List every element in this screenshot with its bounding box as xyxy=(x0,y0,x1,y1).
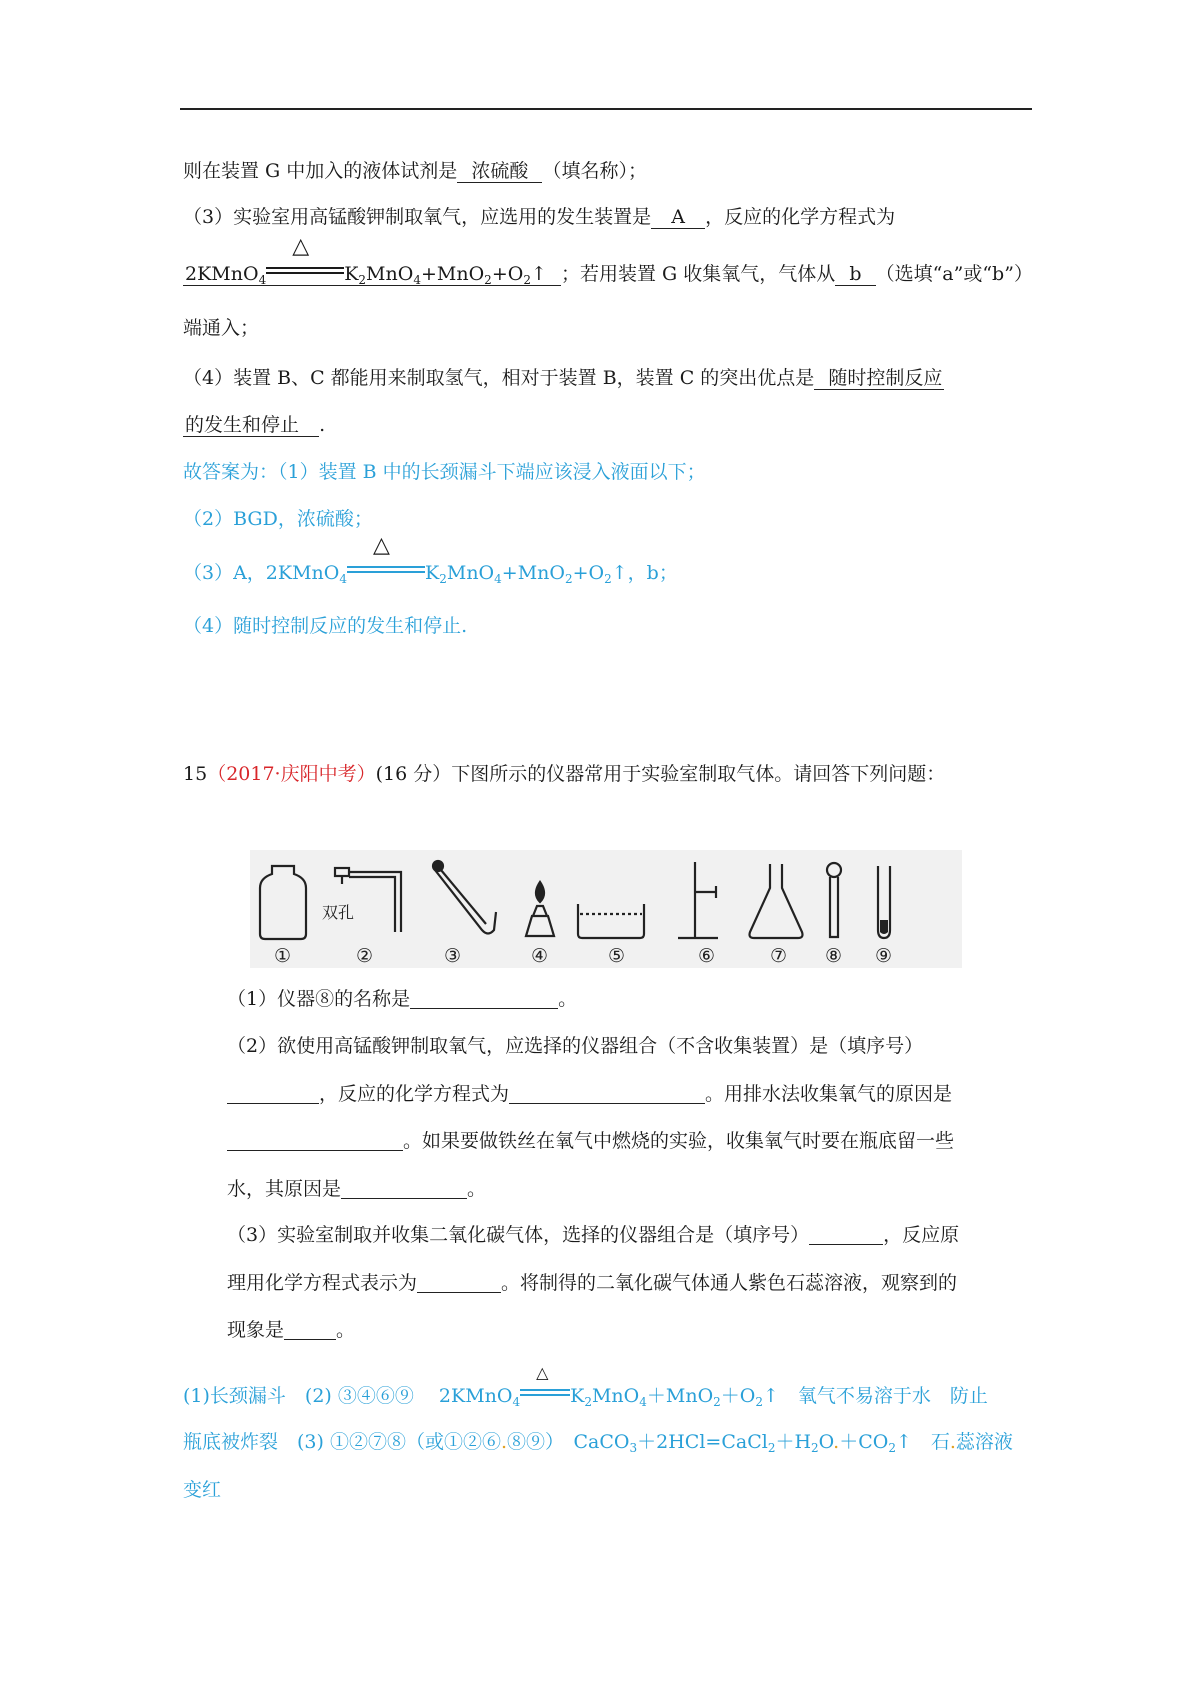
iron-stand-icon xyxy=(678,862,718,938)
answer15-line-2: 瓶底被炸裂 (3) ①②⑦⑧（或①②⑥.⑧⑨） $CaCO_3+2HCl=CaCl_2+H_2O.+CO_2↑$ 石.蕊溶液 xyxy=(183,1431,1013,1455)
apparatus-drawing xyxy=(250,850,962,968)
answer-blank: 浓硫酸 xyxy=(457,160,542,183)
conical-flask-icon xyxy=(750,864,803,938)
figure-number: ⑨ xyxy=(875,945,893,967)
q15-part1: （1）仪器⑧的名称是 。 xyxy=(227,988,578,1010)
answer14-line-3: （3）A，2KMnO$_4$ △ $K_2MnO_4+MnO_2+O_2↑$，b； xyxy=(183,533,678,586)
q15-part2-line4: 水，其原因是 。 xyxy=(227,1178,487,1200)
question-source: （2017·庆阳中考） xyxy=(207,763,376,785)
q15-part3-line1: （3）实验室制取并收集二氧化碳气体，选择的仪器组合是（填序号） ，反应原 xyxy=(227,1224,960,1246)
figure-number: ⑥ xyxy=(698,945,716,967)
answer15-line-3: 变红 xyxy=(183,1479,222,1501)
fill-blank[interactable] xyxy=(284,1319,336,1340)
alcohol-lamp-icon xyxy=(526,882,554,936)
fill-blank[interactable] xyxy=(227,1130,403,1151)
figure-number: ⑦ xyxy=(770,945,788,967)
figure-number: ⑤ xyxy=(608,945,626,967)
answer-blank: A xyxy=(651,206,705,229)
figure-number: ② xyxy=(356,945,374,967)
q14-line-4: 端通入； xyxy=(183,317,260,339)
header-rule xyxy=(180,108,1032,110)
shuangkong-label: 双孔 xyxy=(322,905,355,922)
dropper-icon xyxy=(827,863,841,937)
q15-part2-line3: 。如果要做铁丝在氧气中燃烧的实验，收集氧气时要在瓶底留一些 xyxy=(227,1127,954,1155)
fill-blank[interactable] xyxy=(227,1083,319,1104)
heating-equals-sign: △ xyxy=(347,557,425,581)
answer15-line-1: (1)长颈漏斗 (2) ③④⑥⑨ 2KMnO$_4$ △ $K_2MnO_4+MnO_2+O_2↑$ 氧气不易溶于水 防止 xyxy=(183,1363,988,1409)
long-neck-funnel-icon xyxy=(433,861,496,934)
fill-blank[interactable] xyxy=(417,1272,501,1293)
q14-line-3: 2KMnO$_4$ △ $K_2MnO_4+MnO_2+O_2↑$ ；若用装置 G 收集氧气，气体从 b （选填“a”或“b”） xyxy=(185,234,1033,287)
apparatus-figure xyxy=(250,850,962,968)
fill-blank[interactable] xyxy=(341,1178,467,1199)
bottle-icon xyxy=(260,866,306,939)
figure-number: ④ xyxy=(531,945,549,967)
answer14-line-2: （2）BGD，浓硫酸； xyxy=(183,508,373,530)
q15-stem: 15（2017·庆阳中考）(16 分）下图所示的仪器常用于实验室制取气体。请回答下列问题： xyxy=(183,763,946,785)
figure-number: ① xyxy=(274,945,292,967)
answer-blank: b xyxy=(835,263,875,286)
fill-blank[interactable] xyxy=(509,1083,705,1104)
q15-part3-line2: 理用化学方程式表示为 。将制得的二氧化碳气体通人紫色石蕊溶液，观察到的 xyxy=(227,1272,958,1294)
equation-blank: 2KMnO$_4$ △ $K_2MnO_4+MnO_2+O_2↑$ xyxy=(183,263,561,286)
fill-blank[interactable] xyxy=(410,988,558,1009)
answer14-line-4: （4）随时控制反应的发生和停止. xyxy=(183,615,468,637)
figure-number: ③ xyxy=(444,945,462,967)
q15-part2-line2: ，反应的化学方程式为 。用排水法收集氧气的原因是 xyxy=(227,1080,952,1108)
fill-blank[interactable] xyxy=(809,1224,883,1245)
q15-part3-line3: 现象是 。 xyxy=(227,1319,356,1341)
q14-line-6: 的发生和停止 . xyxy=(185,414,326,436)
water-trough-icon xyxy=(578,904,644,938)
answer-blank: 随时控制反应 xyxy=(814,367,944,390)
q15-part2-line1: （2）欲使用高锰酸钾制取氧气，应选择的仪器组合（不含收集装置）是（填序号） xyxy=(227,1035,924,1057)
q14-line-1: 则在装置 G 中加入的液体试剂是 浓硫酸 （填名称）； xyxy=(183,160,647,182)
answer-blank: 的发生和停止 xyxy=(183,414,319,437)
answer14-line-1: 故答案为：（1）装置 B 中的长颈漏斗下端应该浸入液面以下； xyxy=(183,461,706,483)
figure-number: ⑧ xyxy=(825,945,843,967)
q14-line-2: （3）实验室用高锰酸钾制取氧气，应选用的发生装置是 A ，反应的化学方程式为 xyxy=(183,206,896,228)
heating-equals-sign: △ xyxy=(520,1380,570,1404)
stopper-tube-icon xyxy=(335,868,401,932)
heating-equals-sign: △ xyxy=(266,258,344,282)
q14-line-5: （4）装置 B、C 都能用来制取氢气，相对于装置 B，装置 C 的突出优点是 随时控制反应 xyxy=(183,367,943,389)
